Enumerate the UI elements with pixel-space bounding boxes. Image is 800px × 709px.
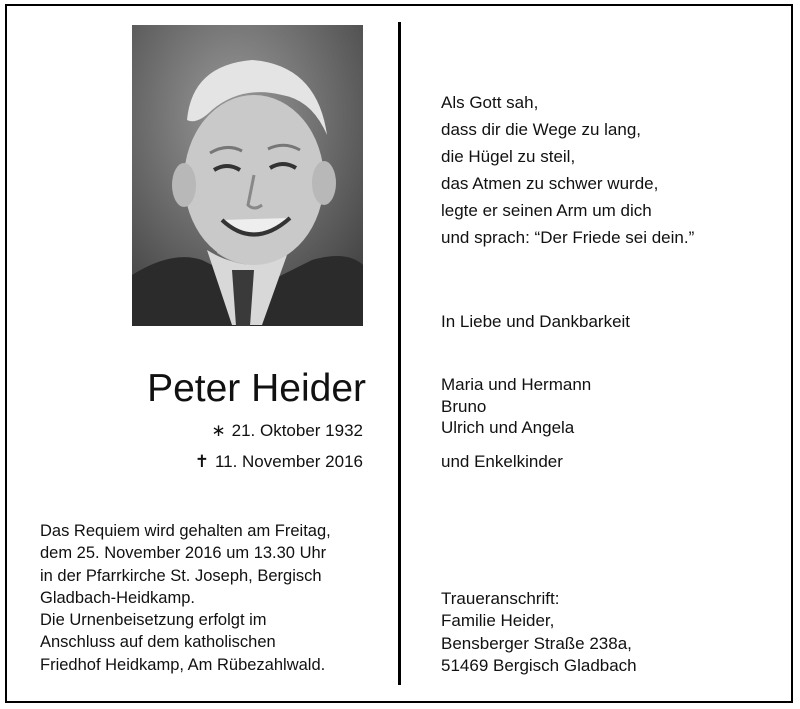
birth-date [211,420,363,442]
poem [441,89,694,251]
requiem-line: Friedhof Heidkamp, Am Rübezahlwald. [40,655,326,674]
family-member: Ulrich und Angela [441,418,575,437]
thanks-line: In Liebe und Dankbarkeit [441,312,631,331]
requiem-line: Die Urnenbeisetzung erfolgt im [40,611,267,630]
family-member: Bruno [441,396,487,416]
family-list [441,374,591,439]
death-date-text: 11. November 2016 [214,452,363,471]
cross-icon: ✝ [194,452,209,471]
mourning-address [441,588,637,677]
poem-line: legte er seinen Arm um dich [441,201,652,220]
requiem-line: dem 25. November 2016 um 13.30 Uhr [40,544,327,563]
requiem-line: Das Requiem wird gehalten am Freitag, [40,522,331,540]
requiem-line: Gladbach-Heidkamp. [40,588,195,607]
poem-line: die Hügel zu steil, [441,147,576,166]
death-date [195,451,363,473]
poem-line: Als Gott sah, [441,93,539,112]
deceased-name: Peter Heider [147,367,366,410]
address-line: Familie Heider, [441,611,555,631]
asterisk-icon: ∗ [211,421,226,440]
address-line: 51469 Bergisch Gladbach [441,655,637,675]
requiem-info [40,520,331,676]
address-line: Traueranschrift: [441,589,560,608]
address-line: Bensberger Straße 238a, [441,633,632,653]
poem-line: dass dir die Wege zu lang, [441,120,642,139]
family-member: Maria und Hermann [441,375,592,394]
birth-date-text: 21. Oktober 1932 [231,421,363,440]
poem-line: und sprach: “Der Friede sei dein.” [441,228,695,247]
grandchildren-line: und Enkelkinder [441,452,563,471]
requiem-line: Anschluss auf dem katholischen [40,633,276,652]
portrait-photo [132,25,363,326]
poem-line: das Atmen zu schwer wurde, [441,174,659,193]
requiem-line: in der Pfarrkirche St. Joseph, Bergisch [40,566,322,585]
column-divider [398,22,401,685]
